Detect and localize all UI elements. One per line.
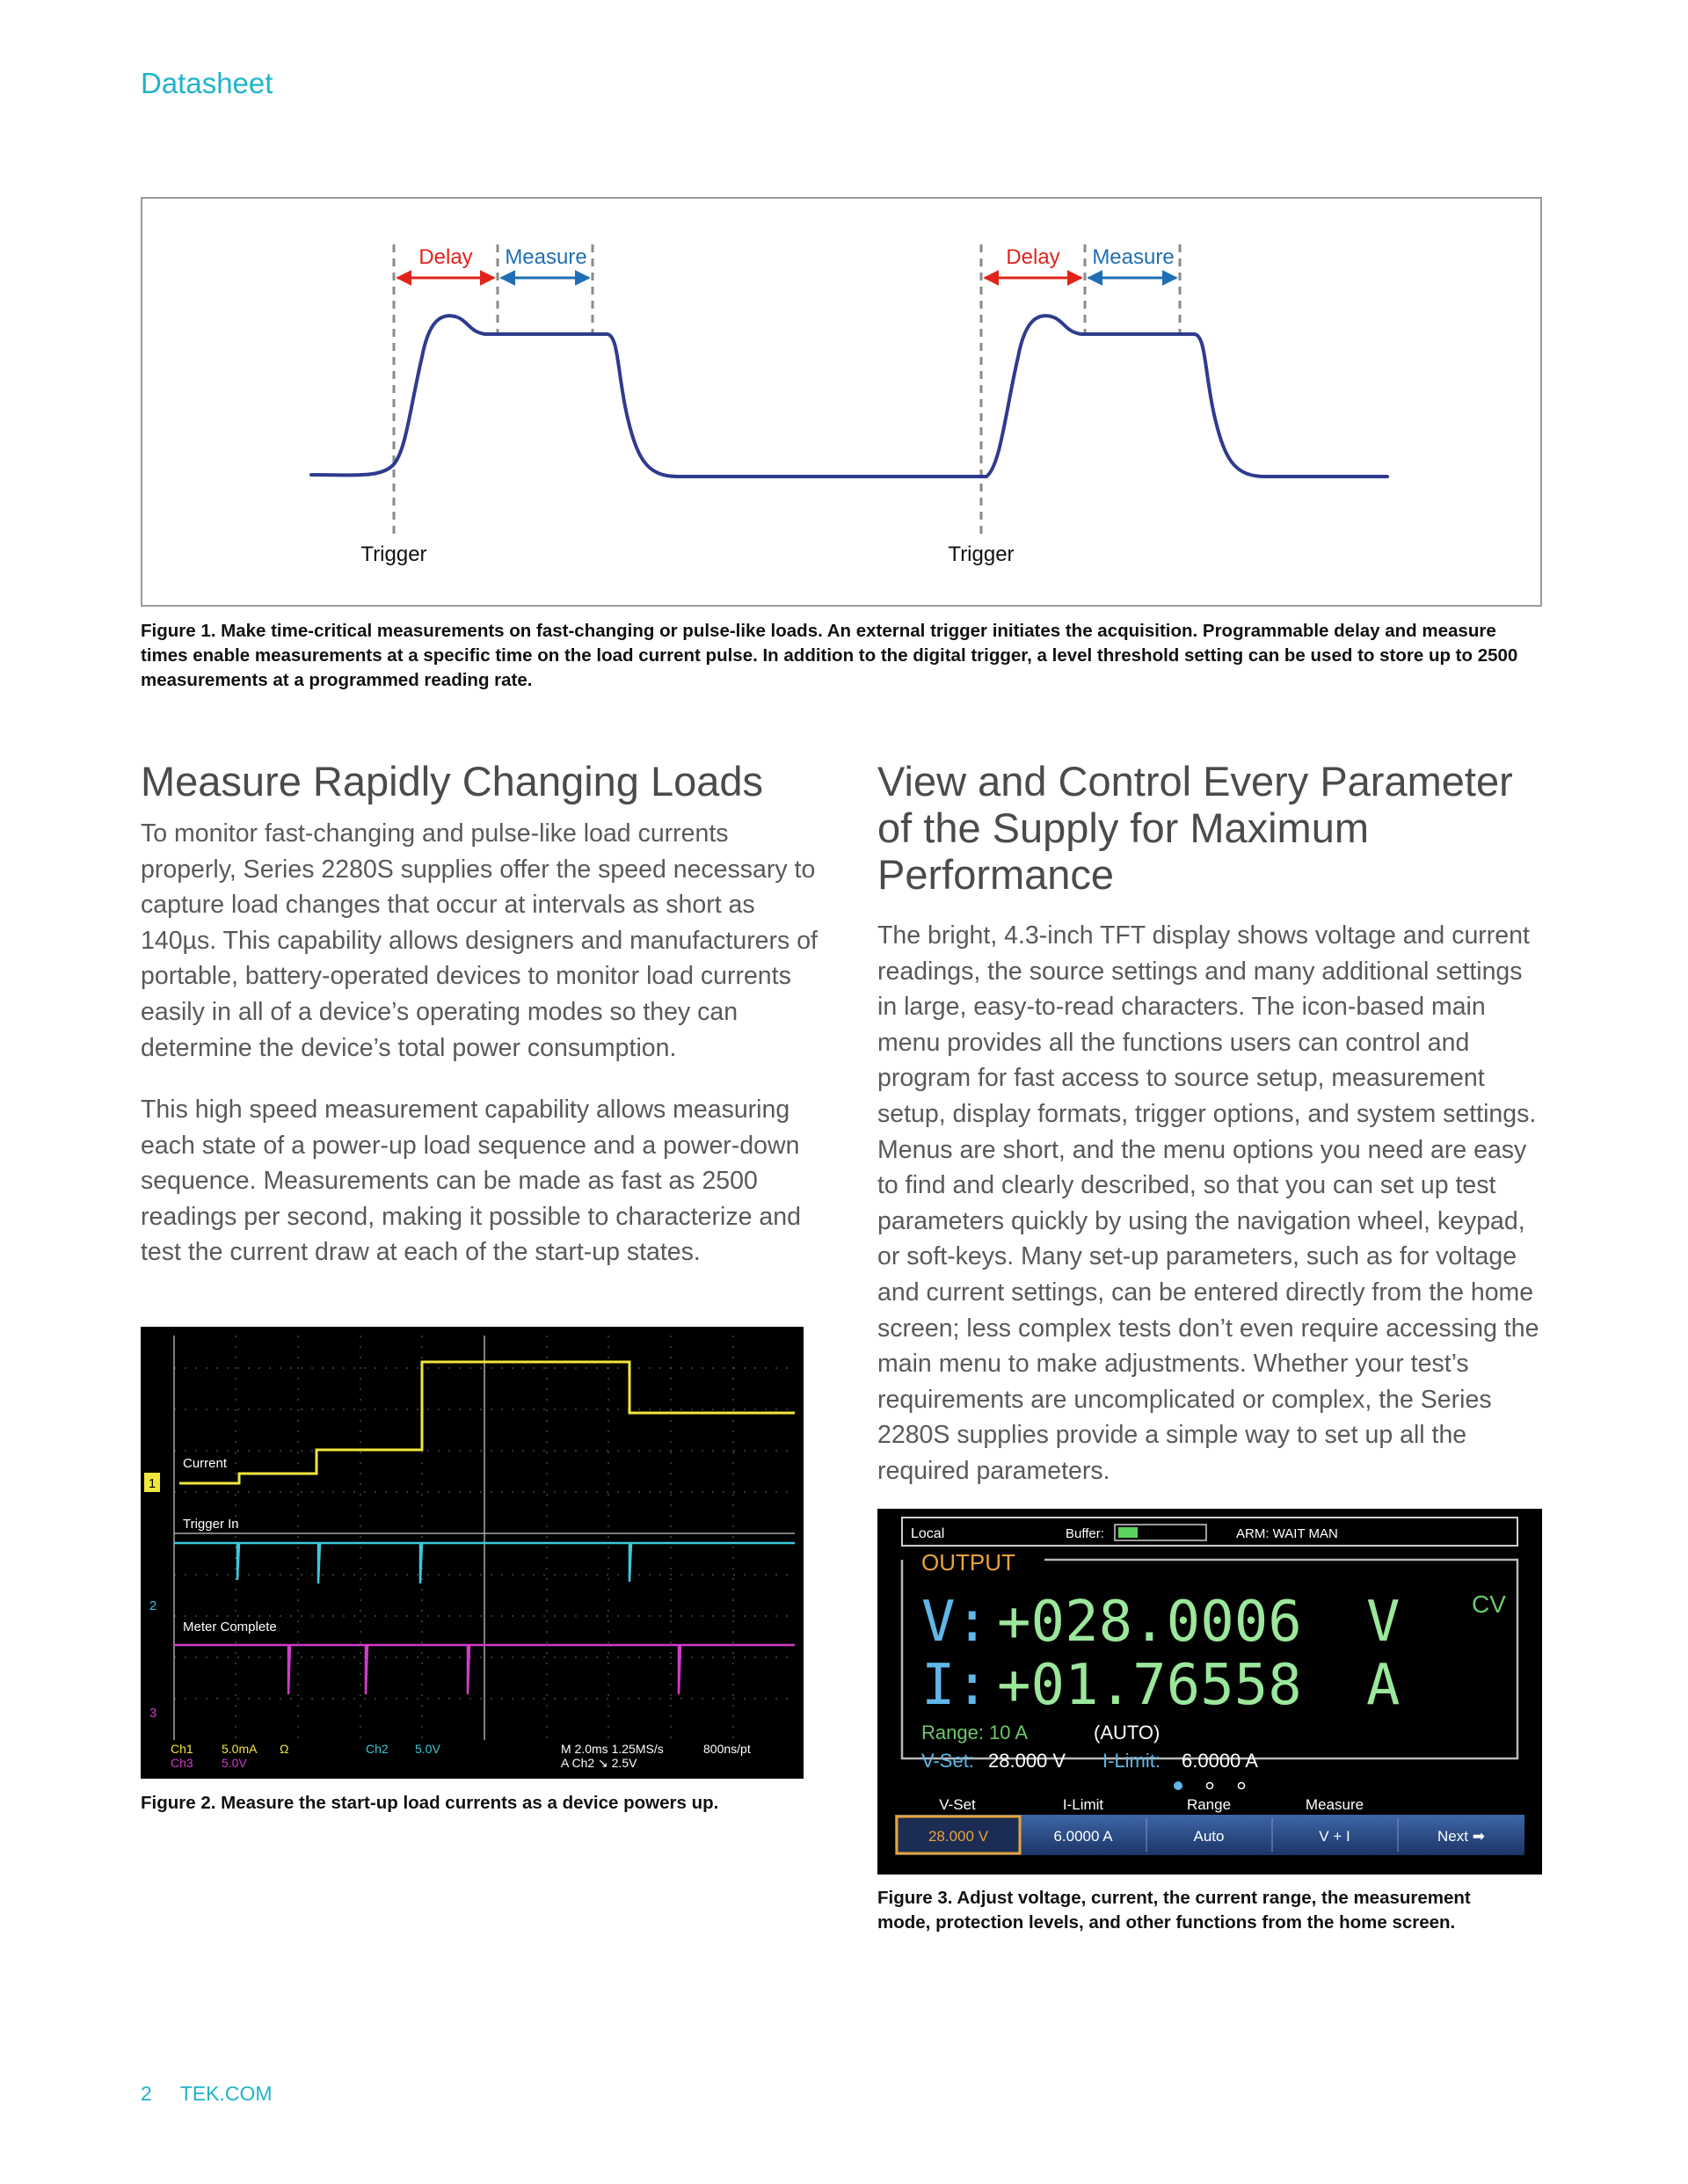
softkey-header-ilimit: I-Limit — [1062, 1796, 1104, 1813]
arm-status: ARM: WAIT MAN — [1236, 1526, 1338, 1541]
trigger-readout: A Ch2 ↘ 2.5V — [561, 1756, 637, 1770]
measure-label-1: Measure — [505, 245, 587, 269]
softkey-vset[interactable] — [897, 1816, 1020, 1853]
softkey-header-range: Range — [1186, 1796, 1232, 1813]
view-control-paragraph: The bright, 4.3-inch TFT display shows voltage and current readings, the source settings and many additional settings in large, easy-to-read characters. The icon-based main menu provides all the functions users can control and program for fast access to source setup, measurement setup, display formats, trigger options, and system settings. Menus are short, and the menu options you need are easy to find and clearly described, so that you can set up test parameters quickly by using the navigation wheel, keypad, or soft-keys. Many set-up parameters, such as for voltage and current settings, can be entered directly from the home screen; less complex tests don’t even require accessing the main menu to make adjustments. Whether your test’s requirements are uncomplicated or complex, the Series 2280S supplies provide a simple way to set up all the required parameters. — [877, 921, 1539, 1485]
cv-mode-indicator: CV — [1472, 1591, 1506, 1618]
current-unit: A — [1366, 1653, 1401, 1718]
softkey-ilimit[interactable]: 6.0000 A — [1053, 1828, 1113, 1845]
softkey-next[interactable]: Next ➡ — [1437, 1828, 1485, 1845]
figure-1-caption: Figure 1. Make time-critical measurements on fast-changing or pulse-like loads. An external trigger initiates the acquisition. Programmable delay and measure times enable measurements at a specific time on the load current pulse. In addition to the digital trigger, a level threshold setting can be used to store up to 2500 measurements at a programmed reading rate. — [141, 621, 1518, 690]
rapid-loads-paragraph-2: This high speed measurement capability allows measuring each state of a power-up load sequence and a power-down sequence. Measurements can be made as fast as 2500 readings per second, making it possible to characterize and test the current draw at each of the start-up states. — [141, 1096, 801, 1267]
measure-label-2: Measure — [1092, 245, 1175, 269]
voltage-reading: +028.0006 — [997, 1590, 1302, 1655]
document-type-label: Datasheet — [141, 67, 273, 99]
trigger-label-1: Trigger — [360, 542, 427, 566]
figure-3-tft-display — [877, 1509, 1542, 1875]
softkey-measure[interactable]: V + I — [1319, 1828, 1350, 1845]
current-trace-label: Current — [183, 1456, 228, 1471]
current-prefix: I: — [921, 1653, 990, 1718]
ch1-marker-label: 1 — [148, 1476, 156, 1491]
local-status: Local — [911, 1526, 945, 1541]
points-readout: 800ns/pt — [703, 1742, 751, 1756]
delay-label-2: Delay — [1006, 245, 1060, 269]
pulse-timing-diagram — [142, 199, 1540, 605]
voltage-unit: V — [1366, 1590, 1401, 1655]
page-dot — [1239, 1783, 1245, 1789]
page-dot-active — [1174, 1781, 1182, 1790]
section-heading-view-control: View and Control Every Parameter of the Supply for Maximum Performance — [877, 758, 1513, 898]
current-reading: +01.76558 — [997, 1653, 1302, 1718]
status-bar — [902, 1518, 1517, 1546]
softkey-vset-label: 28.000 V — [928, 1828, 989, 1845]
scope-axes — [174, 1336, 795, 1740]
timebase-readout: M 2.0ms 1.25MS/s — [561, 1742, 664, 1756]
figure-2-caption: Figure 2. Measure the start-up load currents as a device powers up. — [141, 1793, 719, 1813]
vset-label: V-Set: — [921, 1750, 974, 1772]
ch1-unit-readout: Ω — [280, 1742, 289, 1756]
range-mode: (AUTO) — [1094, 1722, 1160, 1744]
ilimit-value: 6.0000 A — [1182, 1750, 1258, 1772]
ch3-scale-readout: 5.0V — [222, 1756, 247, 1770]
instrument-home-screen — [877, 1509, 1542, 1875]
vset-value: 28.000 V — [988, 1750, 1066, 1772]
delay-label-1: Delay — [418, 245, 473, 269]
ch1-readout: Ch1 — [171, 1742, 193, 1756]
current-trace — [179, 1362, 795, 1483]
range-label: Range: 10 A — [921, 1722, 1029, 1744]
figure-1-pulse-diagram — [141, 197, 1542, 607]
ch2-scale-readout: 5.0V — [415, 1742, 440, 1756]
ilimit-label: I-Limit: — [1102, 1750, 1160, 1772]
section-heading-rapid-loads: Measure Rapidly Changing Loads — [141, 758, 764, 804]
ch1-scale-readout: 5.0mA — [222, 1742, 258, 1756]
site-link[interactable]: TEK.COM — [179, 2082, 273, 2105]
softkey-header-measure: Measure — [1305, 1796, 1364, 1813]
ch2-readout: Ch2 — [366, 1742, 389, 1756]
figure-2-oscilloscope-capture — [141, 1327, 804, 1779]
buffer-gauge-fill — [1118, 1527, 1138, 1538]
buffer-status-label: Buffer: — [1066, 1526, 1104, 1541]
meter-complete-trace-label: Meter Complete — [183, 1620, 277, 1634]
figure-3-caption: Figure 3. Adjust voltage, current, the current range, the measurement mode, protection levels, and other functions from the home screen. — [877, 1888, 1471, 1933]
softkey-header-vset: V-Set — [939, 1796, 976, 1813]
ch3-marker-label: 3 — [149, 1706, 157, 1721]
page-footer — [141, 2082, 273, 2106]
trigger-in-trace-label: Trigger In — [183, 1517, 239, 1532]
ch3-readout: Ch3 — [171, 1756, 193, 1770]
output-label: OUTPUT — [921, 1549, 1015, 1576]
page-number: 2 — [141, 2082, 152, 2105]
rapid-loads-paragraph-1: To monitor fast-changing and pulse-like load currents properly, Series 2280S supplies offer the speed necessary to capture load changes that occur at intervals as short as 140µs. This capability allows designers and manufacturers of portable, battery-operated devices to monitor load currents easily in all of a device’s operating modes so they can determine the device’s total power consumption. — [141, 819, 818, 1062]
scope-screen — [141, 1327, 804, 1779]
softkey-range[interactable]: Auto — [1193, 1828, 1225, 1845]
ch2-marker-label: 2 — [149, 1598, 157, 1613]
voltage-prefix: V: — [921, 1590, 990, 1655]
load-current-waveform — [311, 316, 1387, 477]
trigger-label-2: Trigger — [948, 542, 1015, 566]
page-dot — [1207, 1783, 1213, 1789]
